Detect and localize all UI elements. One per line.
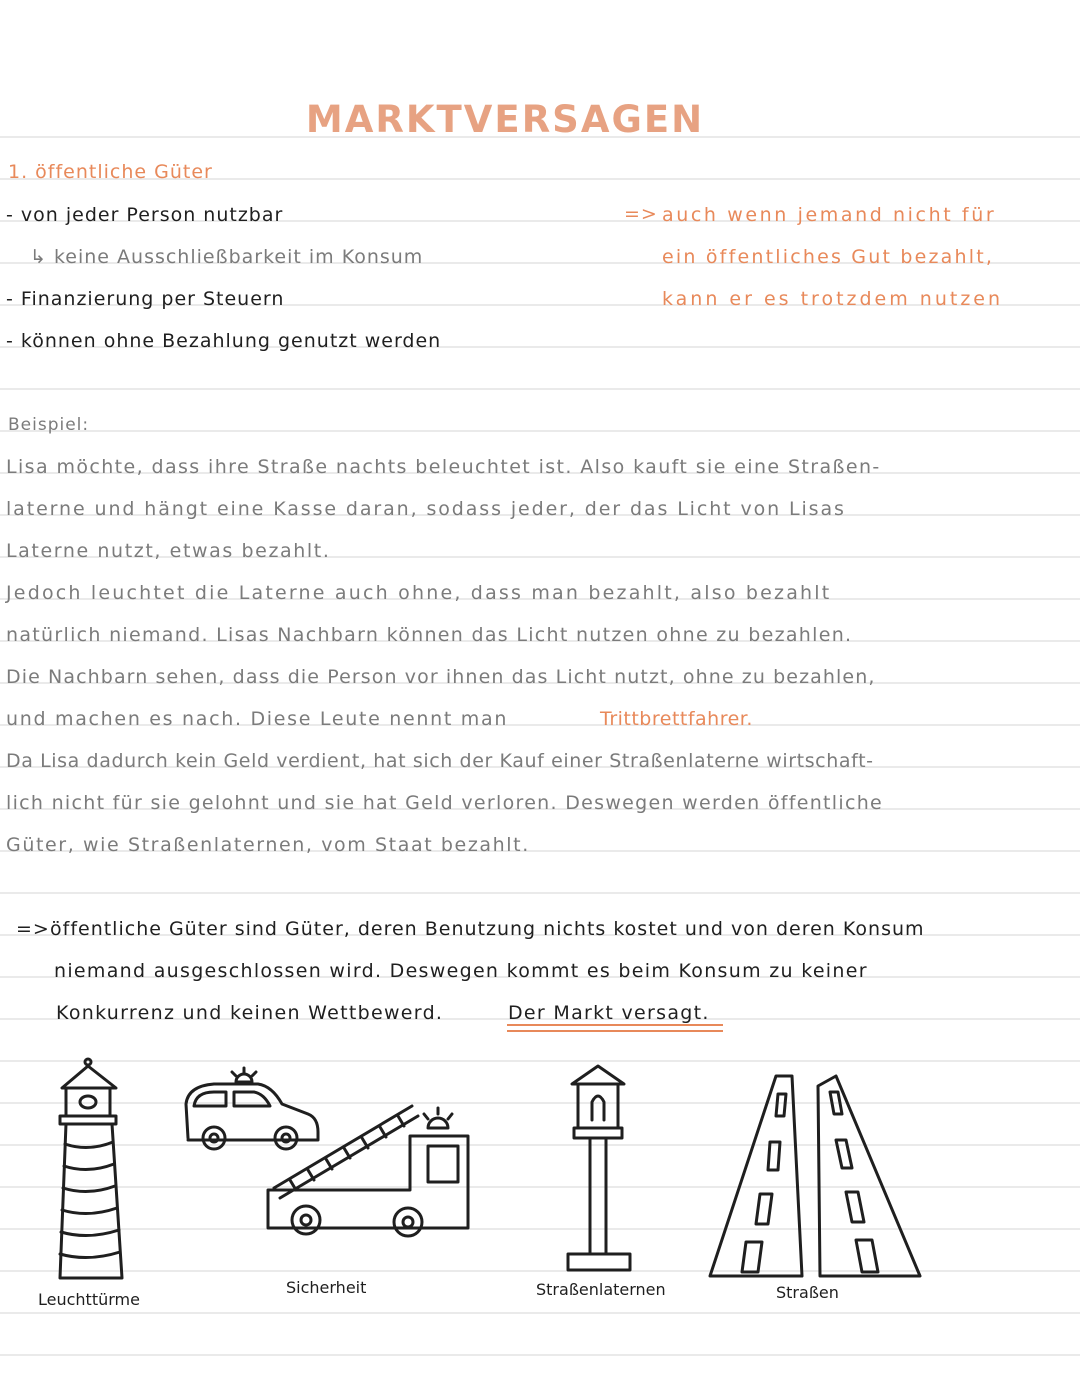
emphasis-underline bbox=[507, 1030, 723, 1032]
road-icon bbox=[706, 1072, 926, 1284]
conclusion-arrow: => bbox=[16, 918, 50, 940]
caption-security: Sicherheit bbox=[286, 1278, 367, 1297]
example-line: Laterne nutzt, etwas bezahlt. bbox=[6, 540, 331, 562]
example-line: natürlich niemand. Lisas Nachbarn können das Licht nutzen ohne zu bezahlen. bbox=[6, 624, 853, 646]
note-line: kann er es trotzdem nutzen bbox=[662, 288, 1004, 310]
example-line: Güter, wie Straßenlaternen, vom Staat bezahlt. bbox=[6, 834, 530, 856]
highlight-term: Trittbrettfahrer. bbox=[600, 708, 753, 730]
page-title: MARKTVERSAGEN bbox=[305, 98, 705, 141]
bullet-item: - Finanzierung per Steuern bbox=[6, 288, 285, 310]
caption-street-lamps: Straßenlaternen bbox=[536, 1280, 666, 1299]
note-line: ein öffentliches Gut bezahlt, bbox=[662, 246, 995, 268]
note-line: auch wenn jemand nicht für bbox=[662, 204, 997, 226]
conclusion-line: Konkurrenz und keinen Wettbewerd. bbox=[56, 1002, 444, 1024]
bullet-item: - von jeder Person nutzbar bbox=[6, 204, 284, 226]
caption-streets: Straßen bbox=[776, 1283, 839, 1302]
section-heading: 1. öffentliche Güter bbox=[8, 161, 213, 183]
lighthouse-icon bbox=[50, 1056, 130, 1286]
bullet-item: - können ohne Bezahlung genutzt werden bbox=[6, 330, 442, 352]
example-line: Da Lisa dadurch kein Geld verdient, hat sich der Kauf einer Straßenlaterne wirtschaft- bbox=[6, 750, 874, 772]
example-label: Beispiel: bbox=[8, 415, 90, 435]
sub-bullet-item: ↳ keine Ausschließbarkeit im Konsum bbox=[30, 246, 424, 268]
fire-truck-icon bbox=[264, 1102, 474, 1242]
note-arrow: => bbox=[624, 203, 658, 225]
conclusion-emphasis: Der Markt versagt. bbox=[508, 1002, 710, 1024]
example-line: Die Nachbarn sehen, dass die Person vor ihnen das Licht nutzt, ohne zu bezahlen, bbox=[6, 666, 876, 688]
example-line: Jedoch leuchtet die Laterne auch ohne, dass man bezahlt, also bezahlt bbox=[6, 582, 832, 604]
example-line: Lisa möchte, dass ihre Straße nachts beleuchtet ist. Also kauft sie eine Straßen- bbox=[6, 456, 881, 478]
emphasis-underline bbox=[507, 1024, 723, 1026]
example-line: lich nicht für sie gelohnt und sie hat Geld verloren. Deswegen werden öffentliche bbox=[6, 792, 884, 814]
street-lamp-icon bbox=[562, 1062, 642, 1274]
conclusion-line: niemand ausgeschlossen wird. Deswegen kommt es beim Konsum zu keiner bbox=[54, 960, 868, 982]
caption-lighthouses: Leuchttürme bbox=[38, 1290, 140, 1309]
example-line: und machen es nach. Diese Leute nennt man bbox=[6, 708, 509, 730]
example-line: laterne und hängt eine Kasse daran, sodass jeder, der das Licht von Lisas bbox=[6, 498, 846, 520]
conclusion-line: öffentliche Güter sind Güter, deren Benutzung nichts kostet und von deren Konsum bbox=[50, 918, 925, 940]
